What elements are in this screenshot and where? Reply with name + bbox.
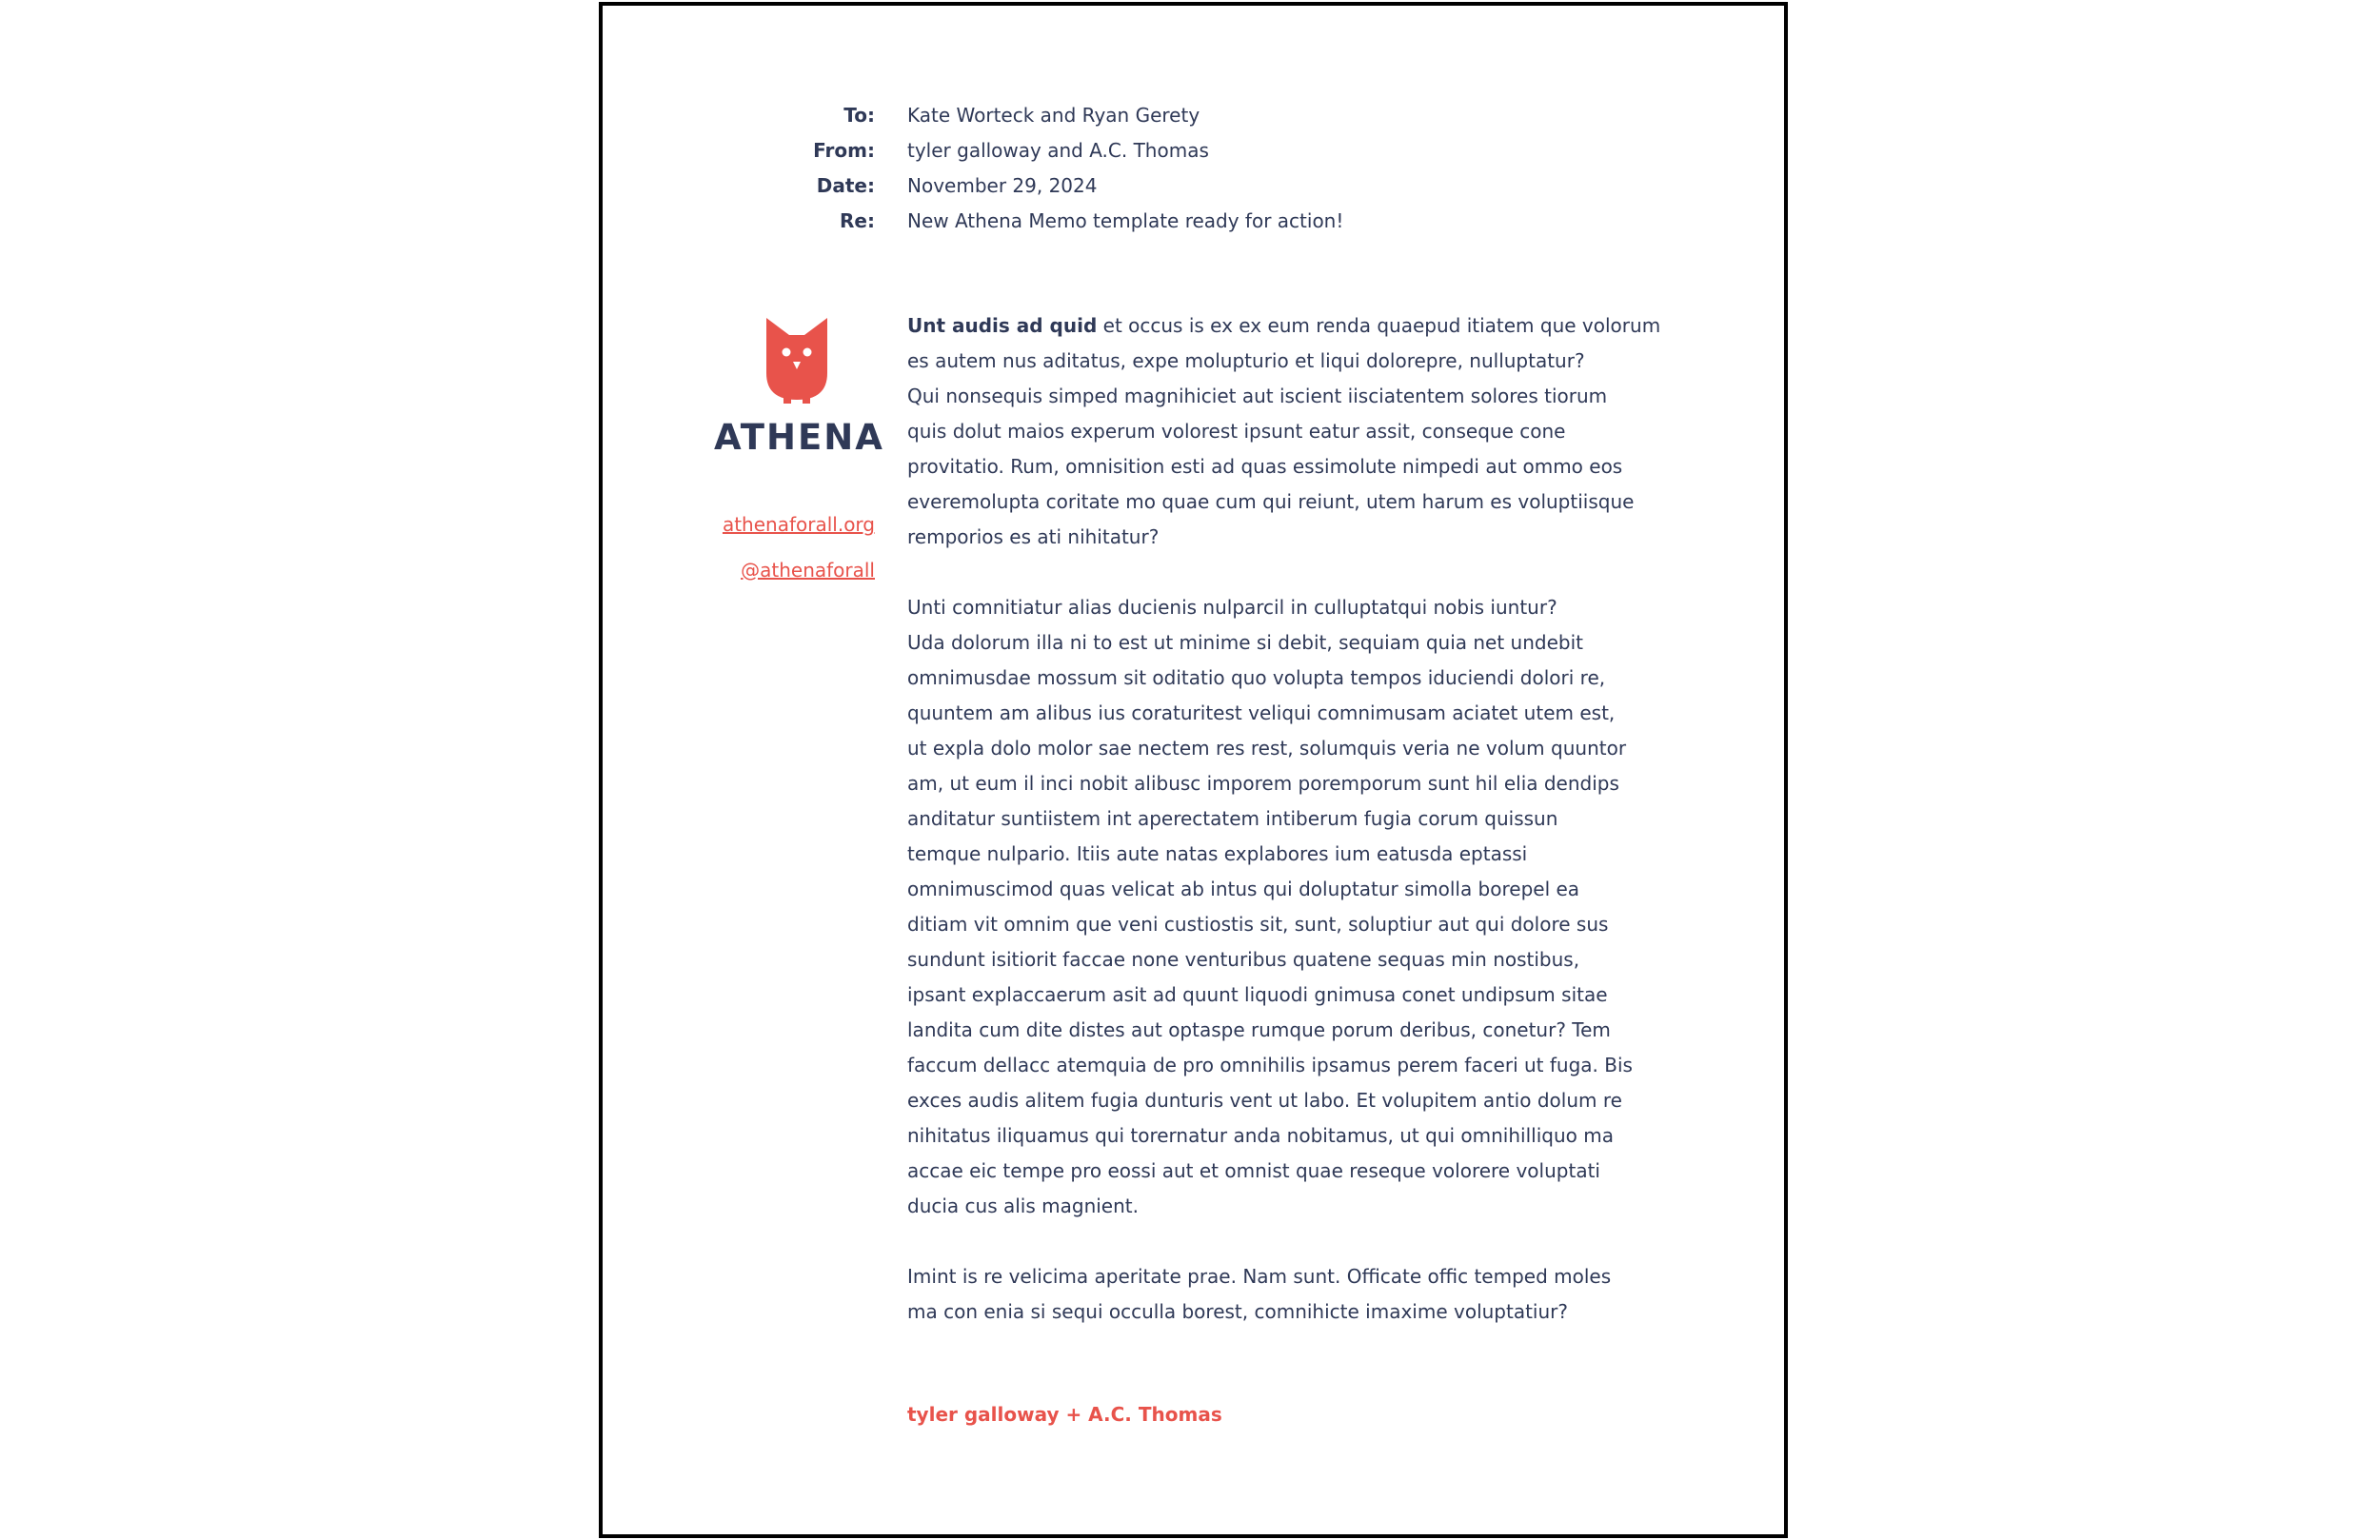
paragraph-2-line: nihitatus iliquamus qui torernatur anda nobitamus, ut qui omnihilliquo ma xyxy=(907,1124,1614,1147)
paragraph-2-line: ducia cus alis magnient. xyxy=(907,1194,1139,1217)
paragraph-3-line: ma con enia si sequi occulla borest, comnihicte imaxime voluptatiur? xyxy=(907,1300,1569,1323)
signature: tyler galloway + A.C. Thomas xyxy=(907,1403,1222,1426)
paragraph-2-line: exces audis alitem fugia dunturis vent ut labo. Et volupitem antio dolum re xyxy=(907,1089,1622,1112)
paragraph-1-line: es autem nus aditatus, expe molupturio et liqui dolorepre, nulluptatur? xyxy=(907,349,1585,372)
header-row-re xyxy=(603,204,1784,239)
owl-icon xyxy=(763,316,831,404)
paragraph-2-line: landita cum dite distes aut optaspe rumque porum deribus, conetur? Tem xyxy=(907,1018,1611,1041)
paragraph-1-line-text: et occus is ex ex eum renda quaepud itiatem que volorum xyxy=(1097,314,1661,337)
paragraph-2 xyxy=(907,590,1659,1224)
paragraph-1-line: everemolupta coritate mo quae cum qui reiunt, utem harum es voluptiisque xyxy=(907,490,1635,513)
to-value: Kate Worteck and Ryan Gerety xyxy=(907,104,1200,127)
paragraph-2-line: faccum dellacc atemquia de pro omnihilis ipsamus perem faceri ut fuga. Bis xyxy=(907,1054,1633,1076)
memo-body xyxy=(907,308,1659,1365)
paragraph-1 xyxy=(907,308,1659,555)
header-row-to xyxy=(603,98,1784,133)
paragraph-2-line: anditatur suntiistem int aperectatem intiberum fugia corum quissun xyxy=(907,807,1558,830)
paragraph-1-line: Qui nonsequis simped magnihiciet aut iscient iisciatentem solores tiorum xyxy=(907,385,1608,407)
paragraph-2-line: Unti comnitiatur alias ducienis nulparcil in culluptatqui nobis iuntur? xyxy=(907,596,1557,619)
paragraph-2-line: Uda dolorum illa ni to est ut minime si debit, sequiam quia net undebit xyxy=(907,631,1583,654)
paragraph-1-line: provitatio. Rum, omnisition esti ad quas essimolute nimpedi aut ommo eos xyxy=(907,455,1623,478)
paragraph-2-line: ipsant explaccaerum asit ad quunt liquodi gnimusa conet undipsum sitae xyxy=(907,983,1608,1006)
memo-page xyxy=(599,2,1788,1538)
paragraph-2-line: omnimuscimod quas velicat ab intus qui doluptatur simolla borepel ea xyxy=(907,878,1580,900)
paragraph-1-lead: Unt audis ad quid xyxy=(907,314,1098,337)
from-value: tyler galloway and A.C. Thomas xyxy=(907,139,1209,162)
re-label: Re: xyxy=(840,209,875,232)
social-handle-link[interactable]: @athenaforall xyxy=(741,559,875,582)
header-row-date xyxy=(603,168,1784,204)
paragraph-2-line: accae eic tempe pro eossi aut et omnist quae reseque volorere voluptati xyxy=(907,1159,1600,1182)
paragraph-2-line: am, ut eum il inci nobit alibusc imporem poremporum sunt hil elia dendips xyxy=(907,772,1619,795)
paragraph-1-line xyxy=(907,308,1659,344)
to-label: To: xyxy=(843,104,875,127)
paragraph-2-line: sundunt isitiorit faccae none venturibus quatene sequas min nostibus, xyxy=(907,948,1580,971)
date-label: Date: xyxy=(816,174,875,197)
paragraph-1-line: remporios es ati nihitatur? xyxy=(907,525,1160,548)
re-value: New Athena Memo template ready for action! xyxy=(907,209,1344,232)
paragraph-3 xyxy=(907,1259,1659,1330)
paragraph-2-line: quuntem am alibus ius coraturitest veliqui comnimusam aciatet utem est, xyxy=(907,701,1616,724)
header-row-from xyxy=(603,133,1784,168)
athena-logo xyxy=(714,316,884,468)
from-label: From: xyxy=(813,139,875,162)
paragraph-2-line: ditiam vit omnim que veni custiostis sit, sunt, soluptiur aut qui dolore sus xyxy=(907,913,1609,936)
brand-wordmark: ATHENA xyxy=(714,417,884,458)
paragraph-1-line: quis dolut maios experum volorest ipsunt eatur assit, conseque cone xyxy=(907,420,1566,443)
date-value: November 29, 2024 xyxy=(907,174,1098,197)
paragraph-3-line: Imint is re velicima aperitate prae. Nam sunt. Officate offic temped moles xyxy=(907,1265,1612,1288)
website-link[interactable]: athenaforall.org xyxy=(722,513,875,536)
paragraph-2-line: temque nulpario. Itiis aute natas explabores ium eatusda eptassi xyxy=(907,842,1528,865)
paragraph-2-line: omnimusdae mossum sit oditatio quo volupta tempos iduciendi dolori re, xyxy=(907,666,1606,689)
paragraph-2-line: ut expla dolo molor sae nectem res rest, solumquis veria ne volum quuntor xyxy=(907,737,1627,760)
